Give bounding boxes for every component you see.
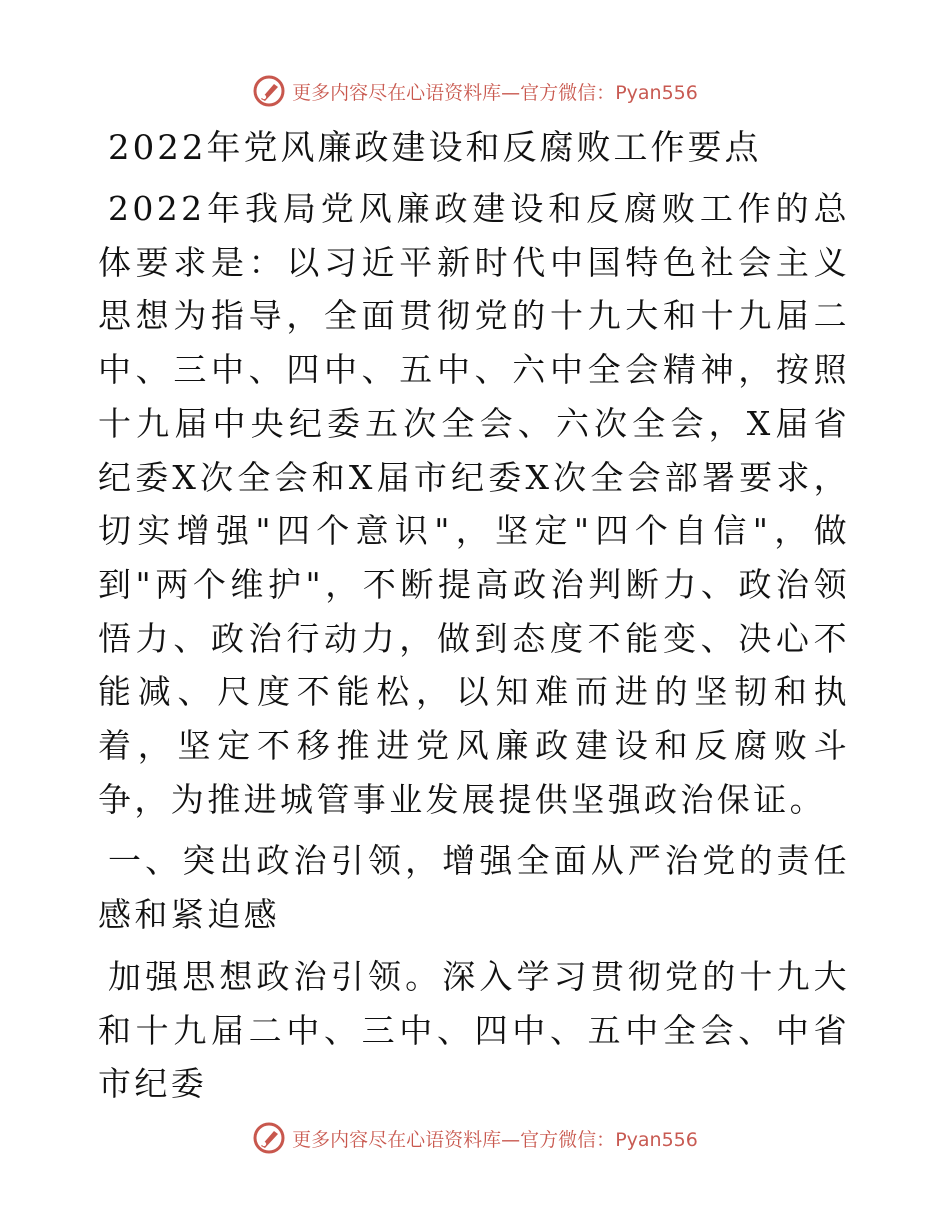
watermark-wechat-id: Pyan556 bbox=[615, 1128, 698, 1151]
watermark-text bbox=[292, 1125, 698, 1152]
watermark-dash: — bbox=[501, 1128, 521, 1151]
watermark-official: 官方微信： bbox=[520, 1128, 616, 1151]
watermark-text bbox=[292, 78, 698, 105]
pen-logo-icon bbox=[252, 1121, 286, 1155]
pen-logo-icon bbox=[252, 74, 286, 108]
watermark-source: 更多内容尽在心语资料库 bbox=[292, 81, 502, 104]
watermark-dash: — bbox=[501, 81, 521, 104]
watermark-official: 官方微信： bbox=[520, 81, 616, 104]
watermark-source: 更多内容尽在心语资料库 bbox=[292, 1128, 502, 1151]
section-heading-1: 一、突出政治引领，增强全面从严治党的责任感和紧迫感 bbox=[98, 841, 850, 935]
paragraph-overall-requirements: 2022年我局党风廉政建设和反腐败工作的总体要求是：以习近平新时代中国特色社会主义思想为指导，全面贯彻党的十九大和十九届二中、三中、四中、五中、六中全会精神，按照十九届中央纪委五次全会、六次全会，X届省纪委X次全会和X届市纪委X次全会部署要求，切实增强"四个意识"，坚定"四个自信"，做到"两个维护"，不断提高政治判断力、政治领悟力、政治行动力，做到态度不能变、决心不能减、尺度不能松，以知难而进的坚韧和执着，坚定不移推进党风廉政建设和反腐败斗争，为推进城管事业发展提供坚强政治保证。 bbox=[98, 189, 850, 819]
paragraph-ideological-guidance: 加强思想政治引领。深入学习贯彻党的十九大和十九届二中、三中、四中、五中全会、中省市纪委 bbox=[98, 956, 850, 1104]
header-watermark-banner bbox=[0, 71, 950, 111]
document-body bbox=[98, 126, 850, 1119]
watermark-wechat-id: Pyan556 bbox=[615, 81, 698, 104]
document-title: 2022年党风廉政建设和反腐败工作要点 bbox=[108, 128, 762, 168]
footer-watermark-banner bbox=[0, 1118, 950, 1158]
